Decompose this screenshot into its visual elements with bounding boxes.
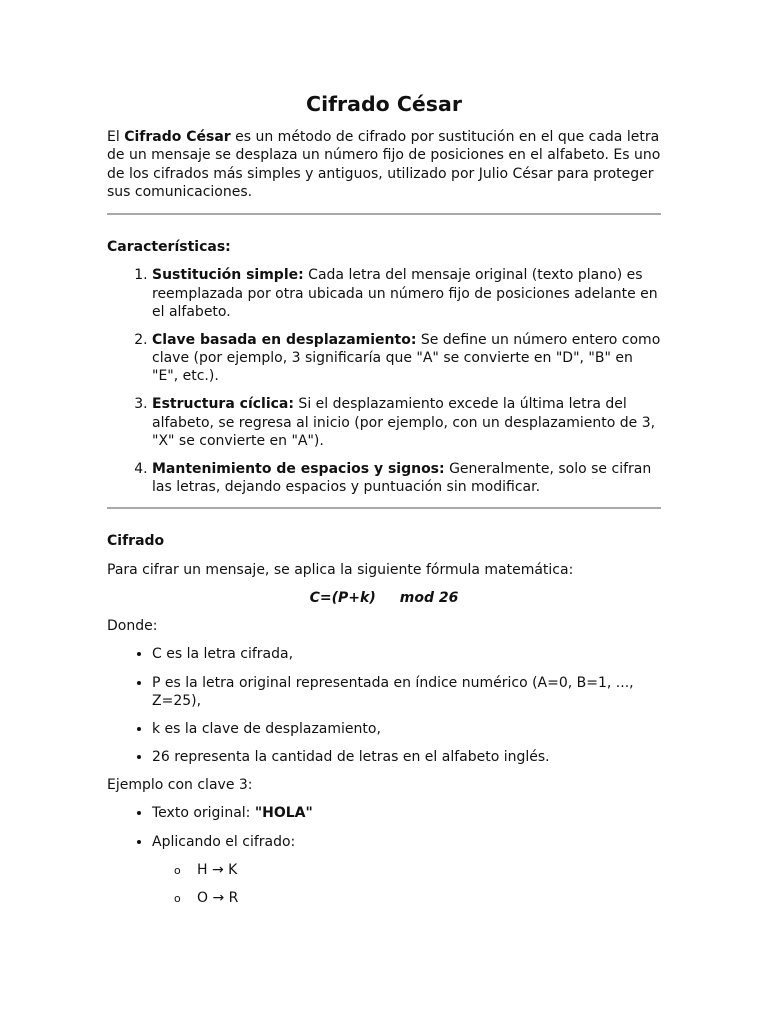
feature-title: Estructura cíclica: [152,396,294,413]
cipher-formula [107,589,661,607]
feature-item-2 [152,331,661,386]
donde-label: Donde: [107,618,158,635]
feature-title: Mantenimiento de espacios y signos: [152,460,445,477]
intro-text: es un método de cifrado por sustitución en el que cada letra de un mensaje se desplaza un número fijo de posiciones en el alfabeto. Es uno de los cifrados más simples y antiguos, utilizado por Julio César para proteger sus comunicaciones. [107,129,661,200]
example-applying [152,833,661,907]
feature-title: Sustitución simple: [152,267,304,284]
document-content [107,90,661,917]
cipher-step-text: H → K [197,861,238,878]
cipher-steps-list [152,861,661,907]
formula-right: mod 26 [399,589,459,606]
divider-2 [107,507,661,509]
feature-title: Clave basada en desplazamiento: [152,331,417,348]
feature-text: Si el desplazamiento excede la última letra del alfabeto, se regresa al inicio (por ejemplo, con un desplazamiento de 3, "X" se convierte en "A"). [152,396,656,449]
definition-item: • k es la clave de desplazamiento, [152,720,661,738]
cipher-step [174,861,661,879]
formula-left: C=(P+k) [309,589,376,606]
cipher-step [174,889,661,907]
definition-item: • 26 representa la cantidad de letras en el alfabeto inglés. [152,748,661,766]
intro-prefix: El [107,129,125,145]
intro-paragraph [107,128,661,201]
feature-item-3 [152,395,661,450]
cipher-step-text: O → R [197,889,239,906]
cifrado-heading: Cifrado [107,533,165,550]
feature-item-1 [152,266,661,321]
feature-item-4 [152,460,661,497]
feature-text: Se define un número entero como clave (por ejemplo, 3 significaría que "A" se convierte en "D", "B" en "E", etc.). [152,331,661,385]
original-label: Texto original: [152,805,255,822]
page-title: Cifrado César [306,92,462,116]
applying-label: Aplicando el cifrado: [152,833,296,850]
example-heading: Ejemplo con clave 3: [107,777,253,794]
sub-bullet-marker: o [174,863,181,877]
original-value: "HOLA" [254,805,313,822]
example-list [107,804,661,907]
definition-item: • C es la letra cifrada, [152,645,661,663]
sub-bullet-marker: o [174,891,181,905]
features-list [107,266,661,496]
feature-text: Cada letra del mensaje original (texto plano) es reemplazada por otra ubicada un número fijo de posiciones adelante en el alfabeto. [152,267,658,321]
example-original [152,804,661,822]
definitions-list [107,645,661,766]
cifrado-intro: Para cifrar un mensaje, se aplica la siguiente fórmula matemática: [107,561,574,578]
intro-bold-term: Cifrado César [124,129,231,145]
divider-1 [107,213,661,215]
features-heading: Características: [107,239,231,256]
feature-text: Generalmente, solo se cifran las letras, dejando espacios y puntuación sin modificar. [152,460,652,495]
definition-item: • P es la letra original representada en índice numérico (A=0, B=1, ..., Z=25), [152,674,661,711]
